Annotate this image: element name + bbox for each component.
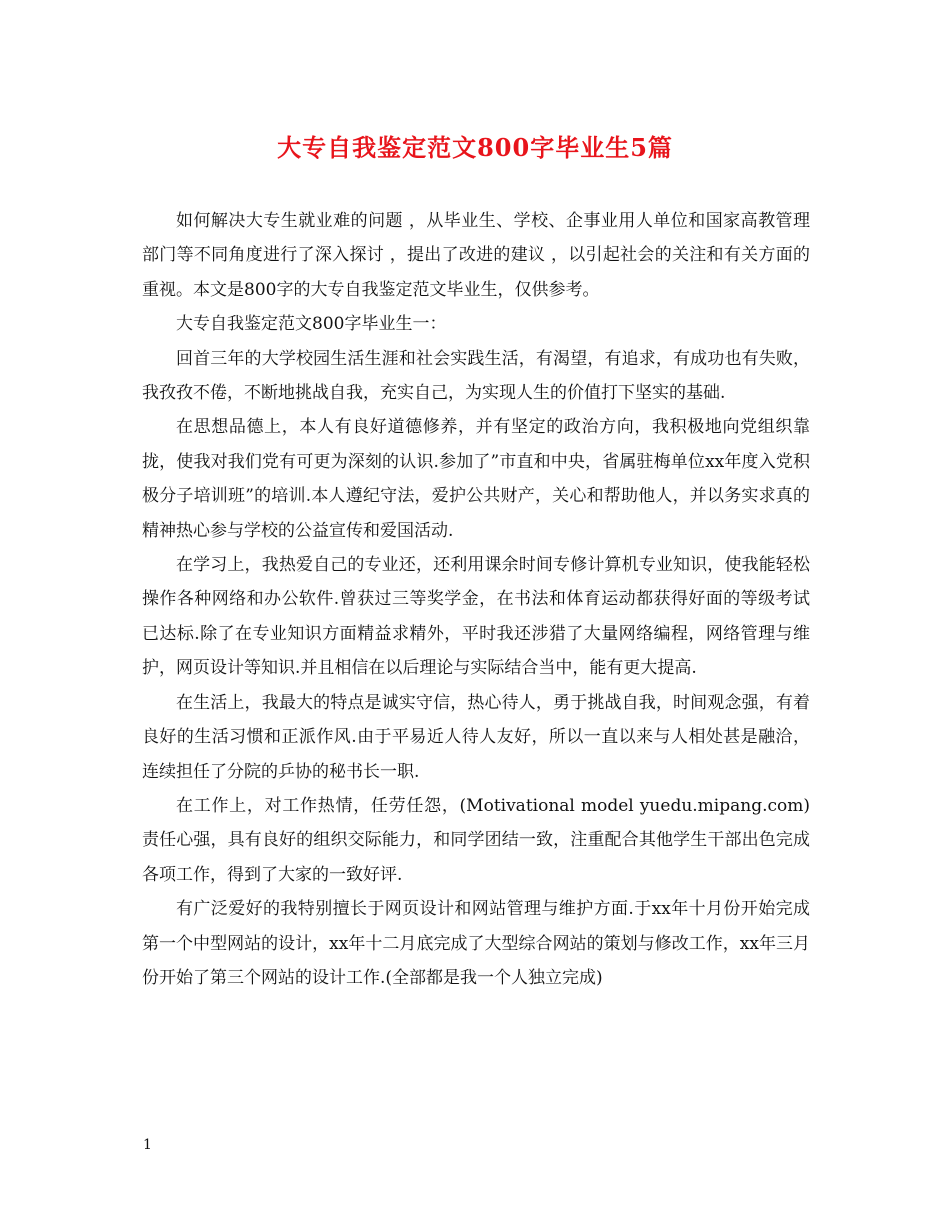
body-paragraph: 回首三年的大学校园生活生涯和社会实践生活，有渴望，有追求，有成功也有失败，我孜孜不倦，不断地挑战自我，充实自己，为实现人生的价值打下坚实的基础. bbox=[142, 348, 810, 404]
body-paragraph: 在思想品德上，本人有良好道德修养，并有坚定的政治方向，我积极地向党组织靠拢，使我对我们党有可更为深刻的认识.参加了”市直和中央，省属驻梅单位xx年度入党积极分子培训班”的培训.本人遵纪守法，爱护公共财产，关心和帮助他人，并以务实求真的精神热心参与学校的公益宣传和爱国活动. bbox=[142, 417, 810, 541]
page-number: 1 bbox=[143, 1137, 152, 1153]
section-heading: 大专自我鉴定范文800字毕业生一： bbox=[176, 314, 447, 335]
body-paragraph: 在工作上，对工作热情，任劳任怨，(Motivational model yuedu.mipang.com)责任心强，具有良好的组织交际能力，和同学团结一致，注重配合其他学生干部出色完成各项工作，得到了大家的一致好评. bbox=[142, 795, 810, 885]
body-paragraph: 有广泛爱好的我特别擅长于网页设计和网站管理与维护方面.于xx年十月份开始完成第一个中型网站的设计，xx年十二月底完成了大型综合网站的策划与修改工作，xx年三月份开始了第三个网站的设计工作.(全部都是我一个人独立完成) bbox=[142, 899, 810, 988]
document-body bbox=[142, 204, 810, 995]
intro-paragraph: 如何解决大专生就业难的问题 ，从毕业生、学校、企事业用人单位和国家高教管理部门等不同角度进行了深入探讨 ，提出了改进的建议 ，以引起社会的关注和有关方面的重视。本文是800字的大专自我鉴定范文毕业生，仅供参考。 bbox=[142, 211, 810, 300]
document-title: 大专自我鉴定范文800字毕业生5篇 bbox=[277, 133, 673, 162]
body-paragraph: 在生活上，我最大的特点是诚实守信，热心待人，勇于挑战自我，时间观念强，有着良好的生活习惯和正派作风.由于平易近人待人友好，所以一直以来与人相处甚是融洽，连续担任了分院的乒协的秘书长一职. bbox=[142, 692, 810, 782]
body-paragraph: 在学习上，我热爱自己的专业还，还利用课余时间专修计算机专业知识，使我能轻松操作各种网络和办公软件.曾获过三等奖学金，在书法和体育运动都获得好面的等级考试已达标.除了在专业知识方面精益求精外，平时我还涉猎了大量网络编程，网络管理与维护，网页设计等知识.并且相信在以后理论与实际结合当中，能有更大提高. bbox=[142, 555, 810, 679]
